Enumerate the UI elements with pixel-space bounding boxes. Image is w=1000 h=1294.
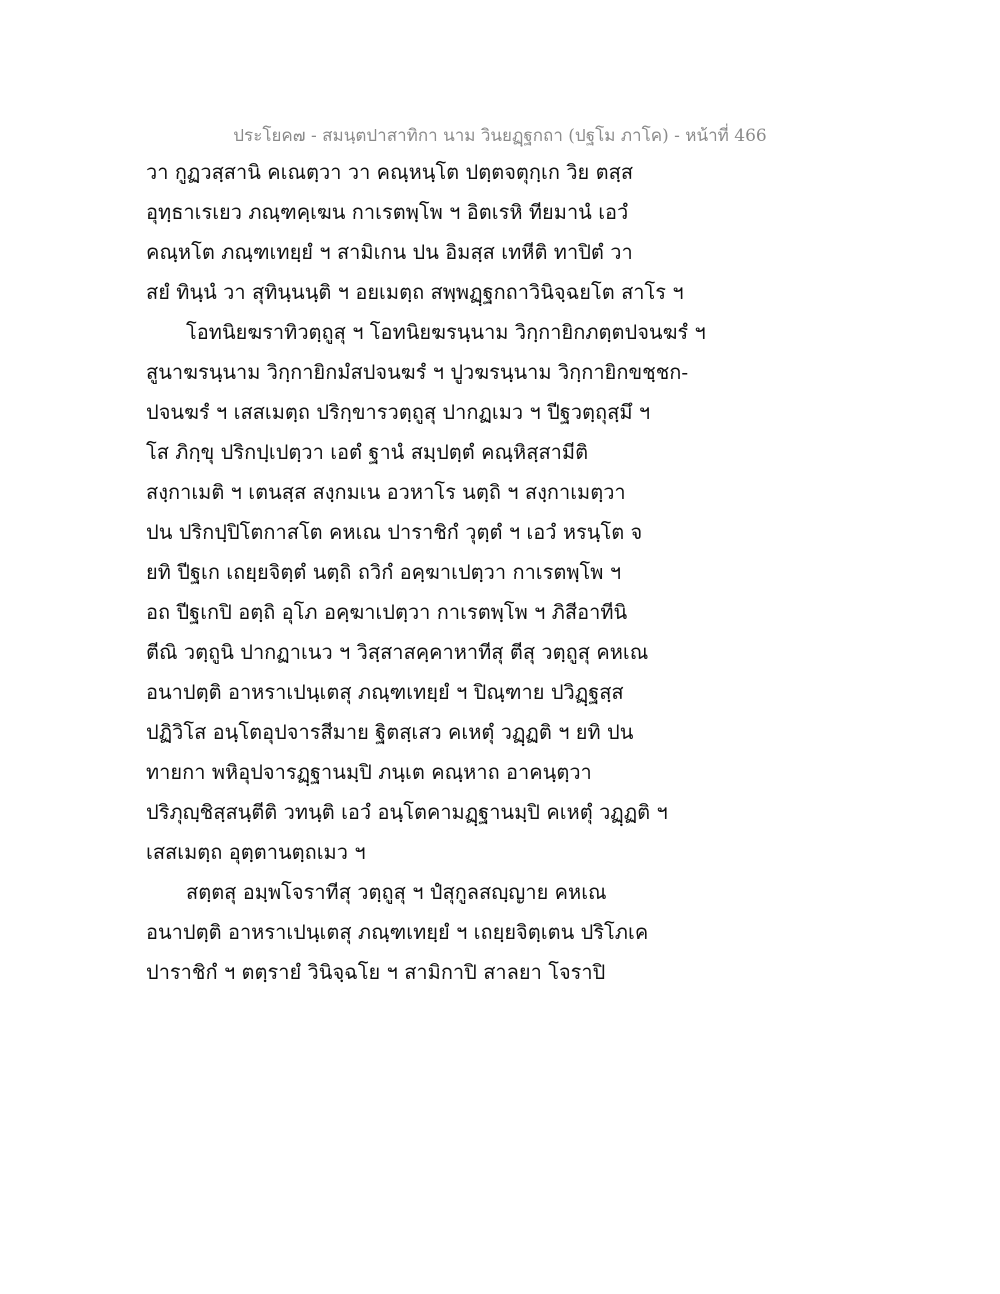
text-line: ปาราชิกํ ฯ ตตฺรายํ วินิจฺฉโย ฯ สามิกาปิ สาลยา โจราปิ: [146, 960, 606, 984]
text-line: โส ภิกฺขุ ปริกปฺเปตฺวา เอตํ ฐานํ สมฺปตฺตํ คณฺหิสฺสามีติ: [146, 440, 589, 464]
text-line: ตีณิ วตฺถูนิ ปากฏาเนว ฯ วิสฺสาสคฺคาหาทีสุ ตีสุ วตฺถูสุ คหเณ: [146, 640, 649, 664]
body-text: [146, 152, 866, 992]
text-line: ปฏิวิโส อนฺโตอุปจารสีมาย ฐิตสฺเสว คเหตุํ วฏฺฏติ ฯ ยทิ ปน: [146, 720, 634, 744]
text-line: อุทฺธาเรเยว ภณฺฑคฺเฆน กาเรตพฺโพ ฯ อิตเรหิ ทียมานํ เอวํ: [146, 200, 629, 224]
text-line: ปน ปริกปฺปิโตกาสโต คหเณ ปาราชิกํ วุตฺตํ ฯ เอวํ หรนฺโต จ: [146, 520, 643, 544]
text-line: สูนาฆรนฺนาม วิกฺกายิกมํสปจนฆรํ ฯ ปูวฆรนฺนาม วิกฺกายิกขชฺชก-: [146, 360, 689, 384]
text-line: สยํ ทินฺนํ วา สุทินฺนนฺติ ฯ อยเมตฺถ สพฺพฏฺฐกถาวินิจฺฉยโต สาโร ฯ: [146, 280, 684, 304]
text-line: ปจนฆรํ ฯ เสสเมตฺถ ปริกฺขารวตฺถูสุ ปากฏเมว ฯ ปีฐวตฺถุสฺมึ ฯ: [146, 400, 651, 424]
text-line: สงฺกาเมติ ฯ เตนสฺส สงฺกมเน อวหาโร นตฺถิ ฯ สงฺกาเมตฺวา: [146, 480, 626, 504]
running-header: ประโยค๗ - สมนฺตปาสาทิกา นาม วินยฏฺฐกถา (ปฐโม ภาโค) - หน้าที่ 466: [233, 126, 767, 146]
text-line: เสสเมตฺถ อุตฺตานตฺถเมว ฯ: [146, 840, 366, 864]
text-line: ปริภุญฺชิสฺสนฺตีติ วทนฺติ เอวํ อนฺโตคามฏฺฐานมฺปิ คเหตุํ วฏฺฏติ ฯ: [146, 800, 668, 824]
text-line: อนาปตฺติ อาหราเปนฺเตสุ ภณฺฑเทยฺยํ ฯ ปิณฺฑาย ปวิฏฺฐสฺส: [146, 680, 624, 704]
text-line: อนาปตฺติ อาหราเปนฺเตสุ ภณฺฑเทยฺยํ ฯ เถยฺยจิตฺเตน ปริโภเค: [146, 920, 649, 944]
text-line: ยทิ ปีฐเก เถยฺยจิตฺตํ นตฺถิ ถวิกํ อคฺฆาเปตฺวา กาเรตพฺโพ ฯ: [146, 560, 622, 584]
text-line: อถ ปีฐเกปิ อตฺถิ อุโภ อคฺฆาเปตฺวา กาเรตพฺโพ ฯ ภิสีอาทีนิ: [146, 600, 628, 624]
text-line: คณฺหโต ภณฺฑเทยฺยํ ฯ สามิเกน ปน อิมสฺส เทหีติ ทาปิตํ วา: [146, 240, 633, 264]
text-line: วา กูฏวสฺสานิ คเณตฺวา วา คณฺหนฺโต ปตฺตจตุกฺเก วิย ตสฺส: [146, 160, 634, 184]
paragraph-start-line: โอทนิยฆราทิวตฺถูสุ ฯ โอทนิยฆรนฺนาม วิกฺกายิกภตฺตปจนฆรํ ฯ: [186, 320, 706, 344]
paragraph-start-line: สตฺตสุ อมฺพโจราทีสุ วตฺถูสุ ฯ ปํสุกูลสญฺญาย คหเณ: [186, 880, 607, 904]
text-line: ทายกา พหิอุปจารฏฺฐานมฺปิ ภนฺเต คณฺหาถ อาคนฺตฺวา: [146, 760, 592, 784]
